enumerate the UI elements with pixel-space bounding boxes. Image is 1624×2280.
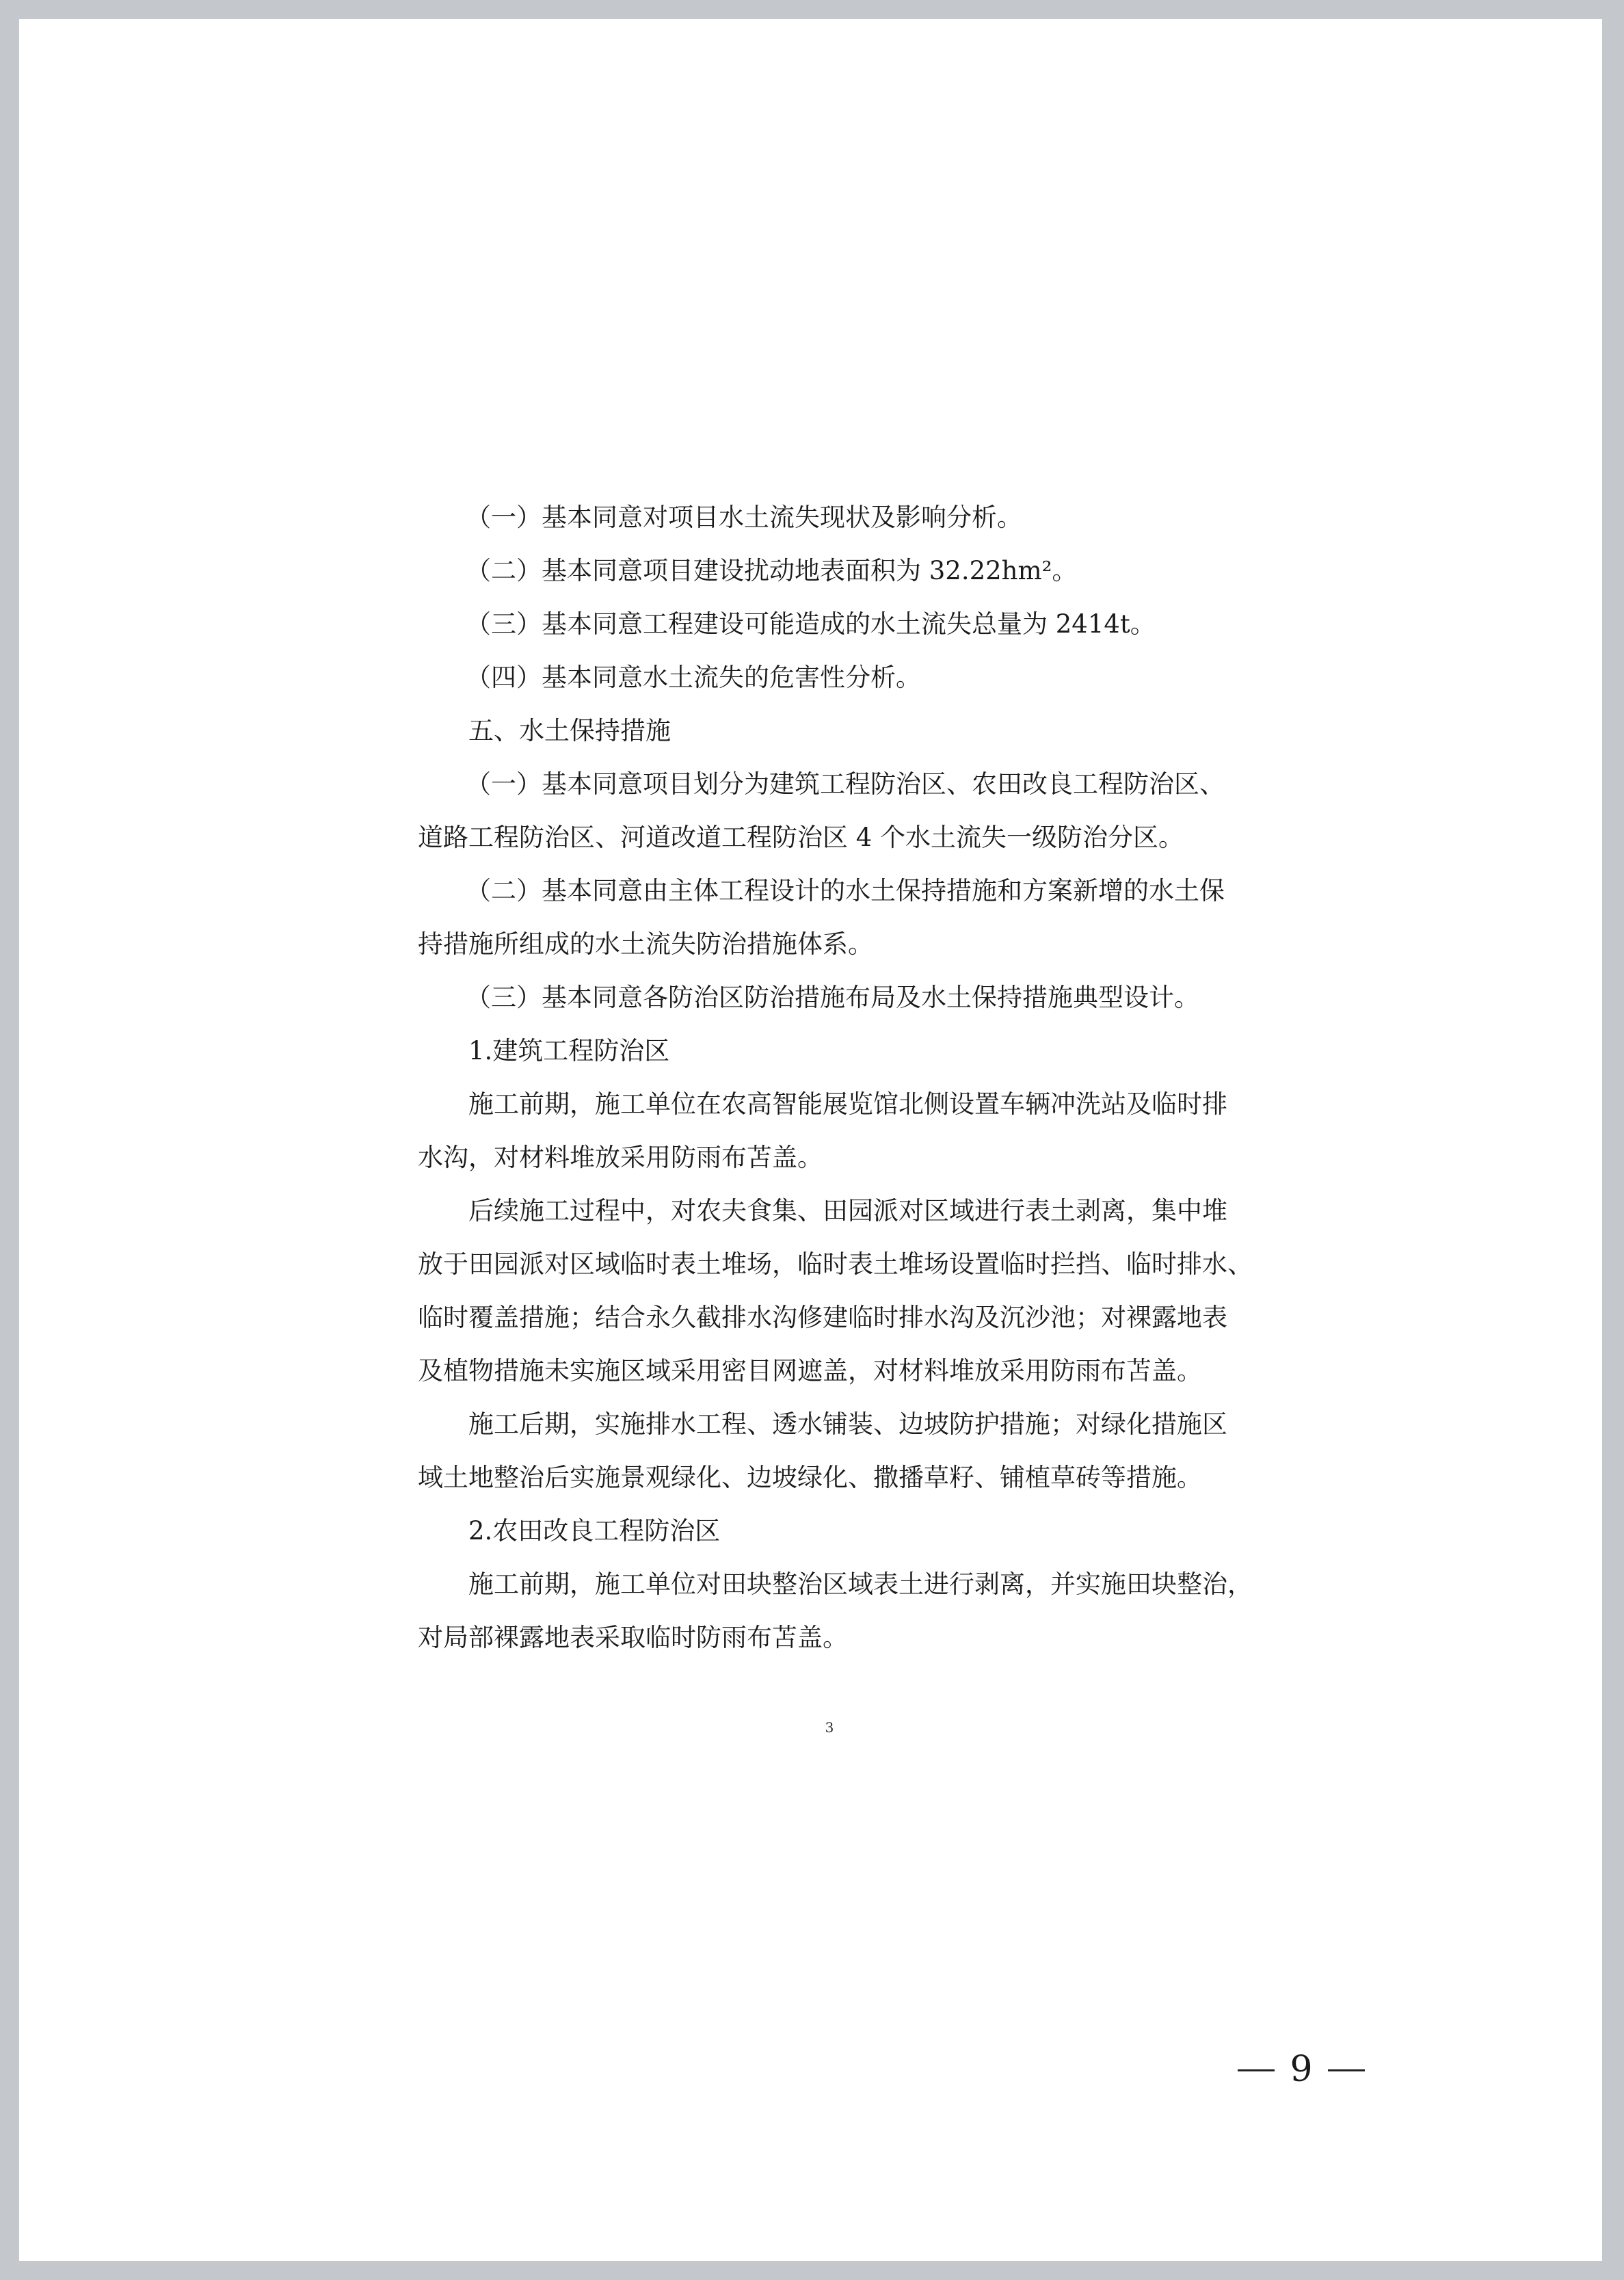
paragraph-line: 对局部裸露地表采取临时防雨布苫盖。 bbox=[418, 1623, 848, 1652]
paragraph-line: 及植物措施未实施区域采用密目网遮盖，对材料堆放采用防雨布苫盖。 bbox=[418, 1356, 1202, 1386]
document-body bbox=[418, 491, 1253, 1665]
paragraph-line: 后续施工过程中，对农夫食集、田园派对区域进行表土剥离，集中堆 bbox=[468, 1196, 1227, 1225]
paragraph-line: （四）基本同意水土流失的危害性分析。 bbox=[466, 663, 921, 692]
paragraph-line: 施工前期，施工单位在农高智能展览馆北侧设置车辆冲洗站及临时排 bbox=[468, 1089, 1227, 1119]
page-number: 9 bbox=[1290, 2049, 1313, 2090]
paragraph-line: 域土地整治后实施景观绿化、边坡绿化、撒播草籽、铺植草砖等措施。 bbox=[418, 1463, 1202, 1492]
paragraph-line: 水沟，对材料堆放采用防雨布苫盖。 bbox=[418, 1143, 823, 1172]
paragraph-line: 持措施所组成的水土流失防治措施体系。 bbox=[418, 929, 873, 959]
left-dash bbox=[1238, 2069, 1275, 2071]
paragraph-line: 放于田园派对区域临时表土堆场，临时表土堆场设置临时拦挡、临时排水、 bbox=[418, 1249, 1253, 1279]
page-footer bbox=[1223, 2049, 1380, 2090]
paragraph-line: 道路工程防治区、河道改道工程防治区 4 个水土流失一级防治分区。 bbox=[418, 823, 1184, 852]
section-heading: 五、水土保持措施 bbox=[468, 716, 671, 745]
right-dash bbox=[1328, 2069, 1365, 2071]
subsection-heading: 1.建筑工程防治区 bbox=[468, 1036, 670, 1065]
paragraph-line: 施工前期，施工单位对田块整治区域表土进行剥离，并实施田块整治， bbox=[468, 1569, 1253, 1599]
paragraph-line: （三）基本同意工程建设可能造成的水土流失总量为 2414t。 bbox=[466, 609, 1156, 639]
paragraph-line: 施工后期，实施排水工程、透水铺装、边坡防护措施；对绿化措施区 bbox=[468, 1409, 1227, 1439]
paragraph-line: 临时覆盖措施；结合永久截排水沟修建临时排水沟及沉沙池；对裸露地表 bbox=[418, 1303, 1227, 1332]
paragraph-line: （一）基本同意对项目水土流失现状及影响分析。 bbox=[466, 503, 1022, 532]
paragraph-line: （三）基本同意各防治区防治措施布局及水土保持措施典型设计。 bbox=[466, 983, 1199, 1012]
paragraph-line: （二）基本同意项目建设扰动地表面积为 32.22hm²。 bbox=[466, 556, 1078, 585]
paragraph-line: （一）基本同意项目划分为建筑工程防治区、农田改良工程防治区、 bbox=[466, 769, 1225, 799]
subsection-heading: 2.农田改良工程防治区 bbox=[468, 1516, 721, 1546]
paragraph-line: （二）基本同意由主体工程设计的水土保持措施和方案新增的水土保 bbox=[466, 876, 1225, 905]
document-page bbox=[19, 19, 1602, 2261]
inner-page-number: 3 bbox=[825, 1719, 834, 1736]
